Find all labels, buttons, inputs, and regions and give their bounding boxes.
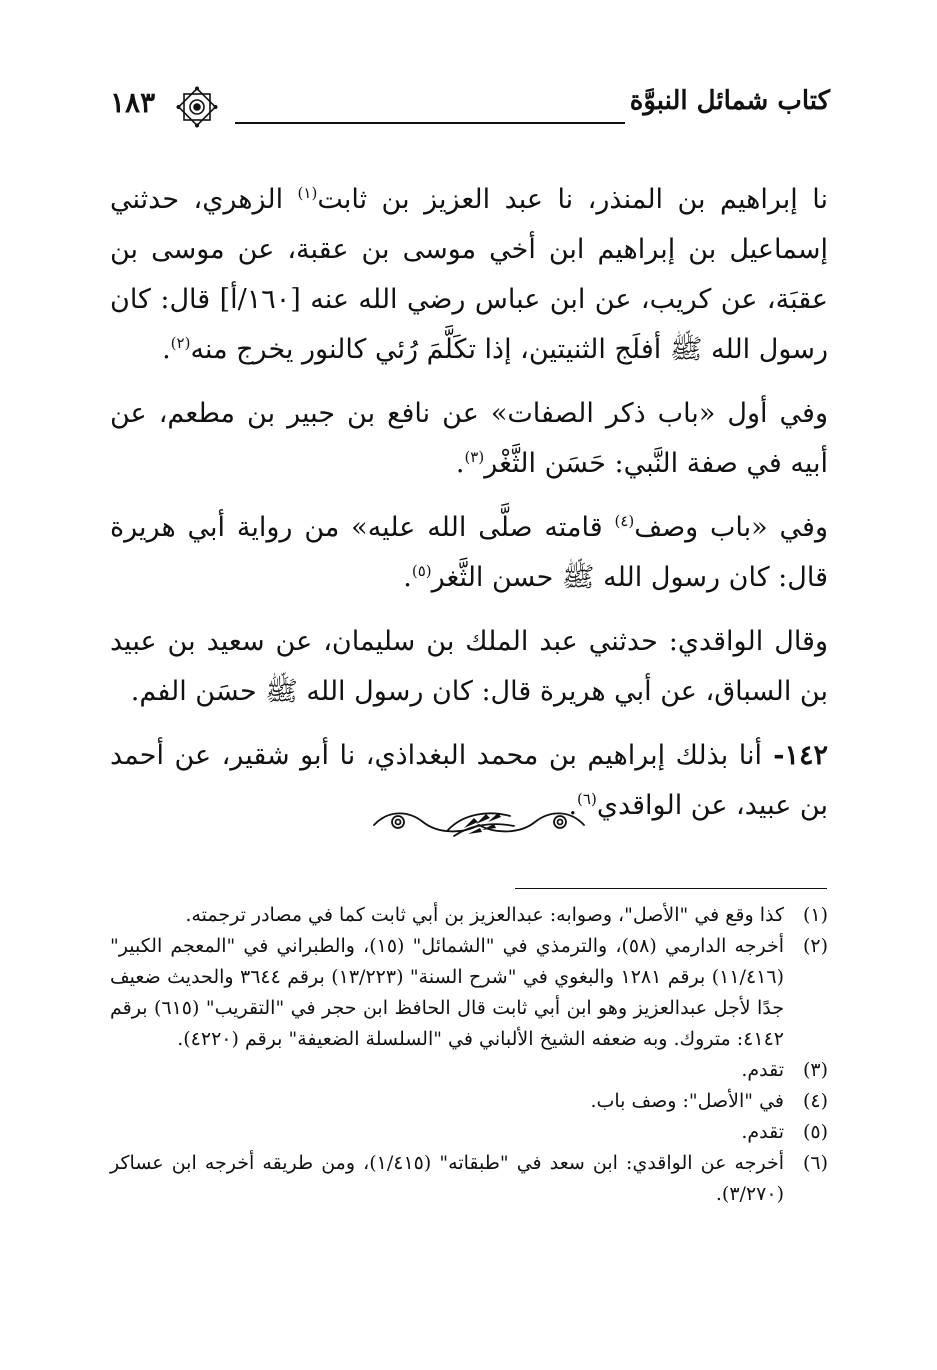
footnote	[110, 1117, 828, 1148]
footnote-marker: (٤)	[614, 512, 635, 530]
paragraph-text: .	[455, 448, 465, 479]
footnote-marker: (٥)	[411, 562, 432, 580]
header-rule	[235, 122, 625, 124]
footnote	[110, 900, 828, 931]
book-title: كتاب شمائل النبوَّة	[629, 86, 830, 116]
paragraph-text: وفي «باب وصف	[634, 512, 828, 543]
paragraph-text: وقال الواقدي: حدثني عبد الملك بن سليمان، عن سعيد بن عبيد بن السباق، عن أبي هريرة قال: كان رسول الله ﷺ حسَن الفم.	[110, 626, 828, 707]
entry-number: ١٤٢-	[761, 740, 828, 771]
footnote-text: تقدم.	[741, 1059, 784, 1081]
paragraph-text: قامته صلَّى الله عليه» من رواية أبي هريرة قال: كان رسول الله ﷺ حسن الثَّغر	[110, 512, 828, 593]
footnote-text: تقدم.	[741, 1121, 784, 1143]
footnote-text: أخرجه الدارمي (٥٨)، والترمذي في "الشمائل" (١٥)، والطبراني في "المعجم الكبير" (١١/٤١٦) برقم ١٢٨١ والبغوي في "شرح السنة" (١٣/٢٢٣) برقم ٣٦٤٤ والحديث ضعيف جدًا لأجل عبدالعزيز وهو ابن أبي ثابت قال الحافظ ابن حجر في "التقريب" (٦١٥) برقم ٤١٤٢: متروك. وبه ضعفه الشيخ الألباني في "السلسلة الضعيفة" برقم (٤٢٢٠).	[110, 935, 784, 1050]
paragraph	[110, 503, 828, 603]
floral-divider-icon	[368, 800, 590, 850]
paragraph-text: .	[403, 562, 412, 593]
footnote	[110, 1086, 828, 1117]
octagram-ornament-icon	[176, 86, 218, 128]
footnote	[110, 1148, 828, 1210]
paragraph	[110, 617, 828, 717]
footnotes	[110, 900, 828, 1210]
footnote-marker: (٦)	[577, 790, 597, 808]
footnote-marker: (١)	[297, 184, 318, 202]
paragraph	[110, 389, 828, 489]
footnote-number: (٣)	[802, 1059, 828, 1081]
footnote-number: (٦)	[802, 1152, 828, 1174]
paragraph-text: نا إبراهيم بن المنذر، نا عبد العزيز بن ثابت	[317, 184, 828, 215]
footnote-number: (٢)	[802, 935, 828, 957]
footnote-text: أخرجه عن الواقدي: ابن سعد في "طبقاته" (١/٤١٥)، ومن طريقه أخرجه ابن عساكر (٣/٢٧٠).	[110, 1152, 784, 1205]
paragraph-text: .	[568, 790, 578, 821]
footnote-marker: (٣)	[464, 448, 485, 466]
page-header	[110, 80, 830, 130]
page-number: ١٨٣	[110, 86, 156, 119]
paragraph-text: أنا بذلك إبراهيم بن محمد البغداذي، نا أبو شقير، عن أحمد بن عبيد، عن الواقدي	[110, 740, 828, 821]
paragraph-text: وفي أول «باب ذكر الصفات» عن نافع بن جبير بن مطعم، عن أبيه في صفة النَّبي: حَسَن الثَّغْر	[110, 398, 828, 479]
main-text	[110, 175, 828, 845]
paragraph	[110, 175, 828, 375]
footnote-number: (١)	[802, 904, 828, 926]
footnote-marker: (٢)	[170, 334, 191, 352]
footnote-number: (٤)	[802, 1090, 828, 1112]
footnote-rule	[515, 888, 827, 889]
footnote	[110, 1055, 828, 1086]
paragraph-text: الزهري، حدثني إسماعيل بن إبراهيم ابن أخي موسى بن عقبة، عن موسى بن عقبَة، عن كريب، عن ابن عباس رضي الله عنه [١٦٠/أ] قال: كان رسول الله ﷺ أفلَج الثنيتين، إذا تكَلَّمَ رُئي كالنور يخرج منه	[110, 184, 828, 365]
footnote-text: في "الأصل": وصف باب.	[590, 1090, 784, 1112]
paragraph-text: .	[162, 334, 171, 365]
footnote-number: (٥)	[802, 1121, 828, 1143]
footnote	[110, 931, 828, 1055]
footnote-text: كذا وقع في "الأصل"، وصوابه: عبدالعزيز بن أبي ثابت كما في مصادر ترجمته.	[185, 904, 784, 926]
